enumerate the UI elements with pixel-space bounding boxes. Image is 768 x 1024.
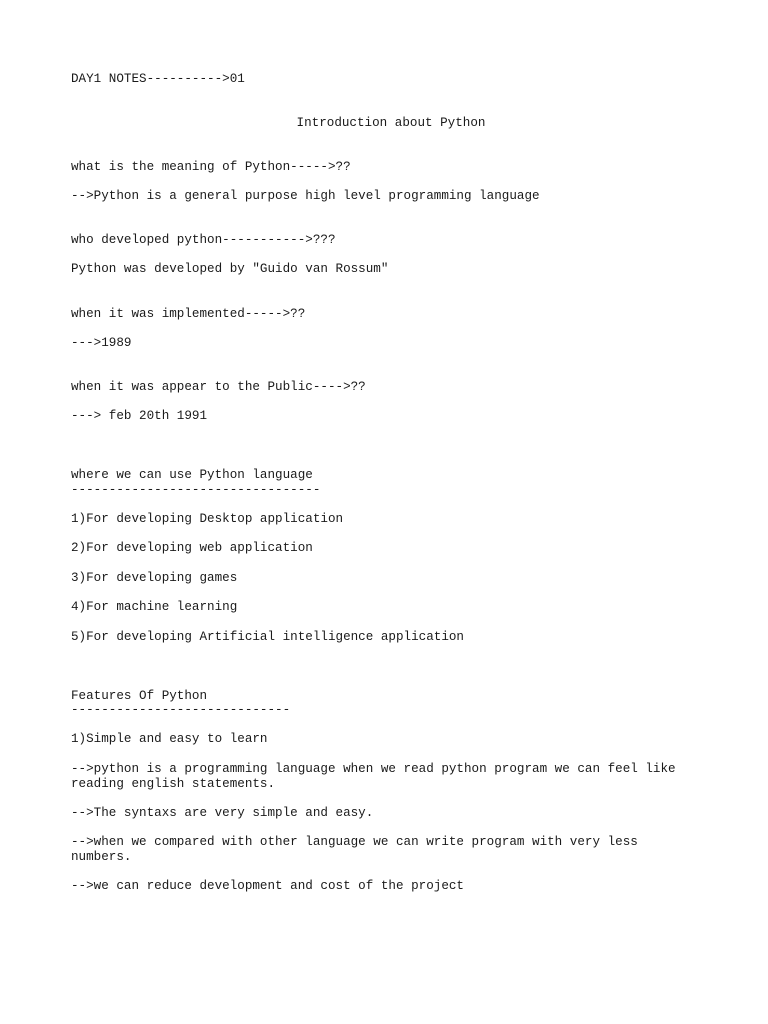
notes-header: DAY1 NOTES---------->01 xyxy=(71,72,245,86)
list-item: 4)For machine learning xyxy=(71,600,238,614)
features-underline: ----------------------------- xyxy=(71,703,291,717)
feature-item: -->when we compared with other language we can write program with very less numbers. xyxy=(71,835,646,864)
question-public: when it was appear to the Public---->?? xyxy=(71,380,366,394)
question-developer: who developed python----------->??? xyxy=(71,233,336,247)
feature-item: -->python is a programming language when we read python program we can feel like reading english statements. xyxy=(71,762,684,791)
uses-heading: where we can use Python language xyxy=(71,468,313,482)
list-item: 5)For developing Artificial intelligence application xyxy=(71,630,464,644)
question-meaning: what is the meaning of Python----->?? xyxy=(71,160,351,174)
list-item: 1)For developing Desktop application xyxy=(71,512,344,526)
list-item: 2)For developing web application xyxy=(71,541,313,555)
feature-item: -->we can reduce development and cost of the project xyxy=(71,879,464,893)
question-implemented: when it was implemented----->?? xyxy=(71,307,306,321)
page-title: Introduction about Python xyxy=(296,116,486,130)
answer-implemented: --->1989 xyxy=(71,336,132,350)
answer-developer: Python was developed by "Guido van Rossum" xyxy=(71,262,389,276)
feature-item: -->The syntaxs are very simple and easy. xyxy=(71,806,374,820)
answer-meaning: -->Python is a general purpose high level programming language xyxy=(71,189,540,203)
list-item: 3)For developing games xyxy=(71,571,238,585)
uses-underline: --------------------------------- xyxy=(71,483,321,497)
answer-public: ---> feb 20th 1991 xyxy=(71,409,208,423)
features-heading: Features Of Python xyxy=(71,689,208,703)
feature-item: 1)Simple and easy to learn xyxy=(71,732,268,746)
